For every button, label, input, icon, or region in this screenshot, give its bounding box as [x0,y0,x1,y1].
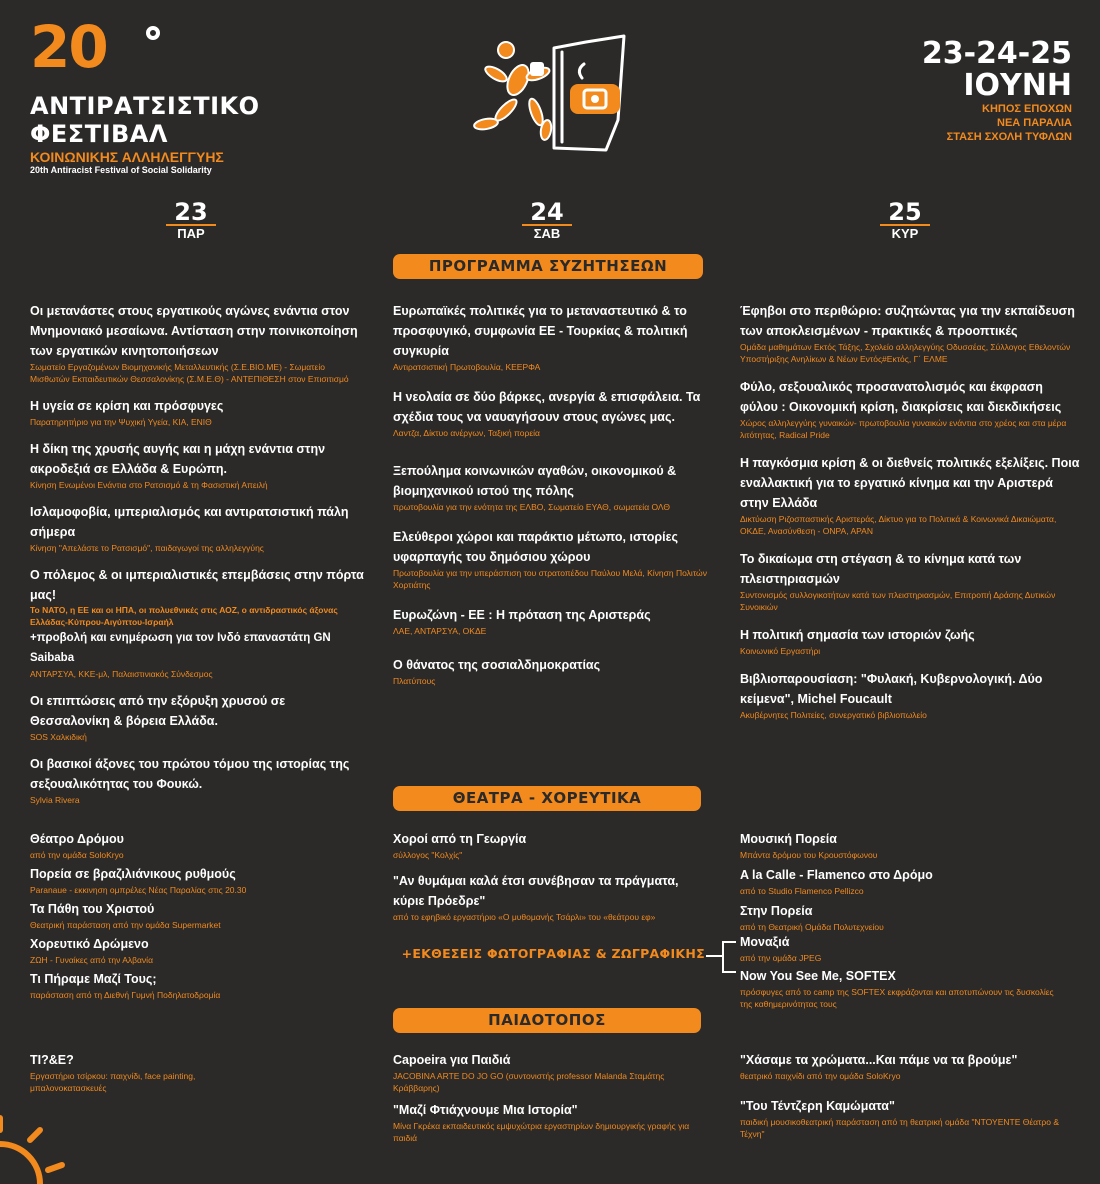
item-title: Η πολιτική σημασία των ιστοριών ζωής [740,628,975,642]
item-title: Η δίκη της χρυσής αυγής και η μάχη ενάντια στην ακροδεξιά σε Ελλάδα & Ευρώπη. [30,442,326,476]
item-org: πρωτοβουλία για την ενότητα της ΕΛΒΟ, Σωματείο ΕΥΑΘ, σωματεία ΟΛΘ [393,502,671,512]
list-item [393,871,713,923]
sun-icon [0,1110,80,1184]
item-org: Κίνηση Ενωμένοι Ενάντια στο Ρατσισμό & τη Φασιστική Απειλή [30,480,268,490]
exhibitions-label: +ΕΚΘΕΣΕΙΣ ΦΩΤΟΓΡΑΦΙΑΣ & ΖΩΓΡΑΦΙΚΗΣ [401,946,705,961]
theatre-sat-column [393,829,713,923]
item-org: παράσταση από τη Διεθνή Γυμνή Ποδηλατοδρομία [30,990,221,1000]
day-number: 24 [530,198,564,226]
list-item [393,527,713,591]
list-item [30,301,365,385]
list-item [30,565,365,680]
item-title: Η υγεία σε κρίση και πρόσφυγες [30,399,224,413]
subtitle: ΚΟΙΝΩΝΙΚΗΣ ΑΛΛΗΛΕΓΓΥΗΣ [30,149,224,165]
item-org: Κίνηση "Απελάστε το Ρατσισμό", παιδαγωγοί της αλληλεγγύης [30,543,264,553]
list-item [393,1050,693,1094]
item-org: Sylvia Rivera [30,795,80,805]
item-title: Μοναξιά [740,935,790,949]
item-title: "Αν θυμάμαι καλά έτσι συνέβησαν τα πράγματα, κύριε Πρόεδρε" [393,874,679,908]
bracket-line-bottom [722,971,736,973]
bracket-line-vertical [722,941,724,973]
item-title: Τα Πάθη του Χριστού [30,902,155,916]
kids-fri-column [30,1050,230,1094]
item-org: Λαντζα, Δίκτυο ανέργων, Ταξική πορεία [393,428,540,438]
item-org: Εργαστήριο τσίρκου: παιχνίδι, face painting, μπαλονοκατασκευές [30,1071,196,1093]
item-title: Στην Πορεία [740,904,813,918]
item-org: ΑΝΤΑΡΣΥΑ, ΚΚΕ-μλ, Παλαιστινιακός Σύνδεσμος [30,669,213,679]
day-header-fri [166,200,216,241]
day-name: ΠΑΡ [166,224,216,241]
item-title: Θέατρο Δρόμου [30,832,124,846]
item-title: Χορευτικό Δρώμενο [30,937,149,951]
subtitle-en: 20th Antiracist Festival of Social Solidarity [30,165,212,175]
item-org: σύλλογος "Κολχίς" [393,850,463,860]
list-item [30,864,350,896]
kids-sun-column [740,1050,1060,1140]
item-org: από την ομάδα SoloKryo [30,850,124,860]
item-title: Χοροί από τη Γεωργία [393,832,527,846]
item-title: Ο πόλεμος & οι ιμπεριαλιστικές επεμβάσεις στην πόρτα μας! [30,568,364,602]
list-item [393,461,713,513]
item-title: Οι επιπτώσεις από την εξόρυξη χρυσού σε Θεσσαλονίκη & βόρεια Ελλάδα. [30,694,286,728]
item-org: Παρατηρητήριο για την Ψυχική Υγεία, ΚΙΑ, ΕΝΙΘ [30,417,212,427]
list-item [393,605,713,637]
venue-line-1: ΚΗΠΟΣ ΕΠΟΧΩΝ [982,103,1072,115]
day-name: ΚΥΡ [880,224,930,241]
list-item [740,966,1060,1010]
item-org: Θεατρική παράσταση από την ομάδα Supermarket [30,920,221,930]
item-title: Το δικαίωμα στη στέγαση & το κίνημα κατά των πλειστηριασμών [740,552,1022,586]
bracket-line-horizontal [706,955,722,957]
item-title: Πορεία σε βραζιλιάνικους ρυθμούς [30,867,236,881]
item-title: Ξεπούλημα κοινωνικών αγαθών, οικονομικού & βιομηχανικού ιστού της πόλης [393,464,677,498]
list-item [393,1100,693,1144]
theatre-fri-column [30,829,350,1001]
item-org: Χώρος αλληλεγγύης γυναικών- πρωτοβουλία γυναικών ενάντια στο χρέος και στα μέρα λιτότητας, Radical Pride [740,418,1067,440]
list-item [740,669,1080,721]
list-item [740,453,1080,537]
degree-mark [146,26,160,40]
item-title: "Του Τέντζερη Καμώματα" [740,1099,895,1113]
bracket-line-top [722,941,736,943]
list-item [30,1050,230,1094]
item-org: πρόσφυγες από το camp της SOFTEX εκφράζονται και αποτυπώνουν τις δυσκολίες της καθημερινότητας τους [740,987,1054,1009]
item-title: Ευρωπαϊκές πολιτικές για το μεταναστευτικό & το προσφυγικό, συμφωνία ΕΕ - Τουρκίας & πολιτική συγκυρία [393,304,688,358]
exhibits-column [740,932,1060,1010]
list-item [30,754,365,806]
item-title: A la Calle - Flamenco στο Δρόμο [740,868,933,882]
day-header-sun [880,200,930,241]
venue-line-3: ΣΤΑΣΗ ΣΧΟΛΗ ΤΥΦΛΩΝ [946,131,1072,143]
item-title: Ισλαμοφοβία, ιμπεριαλισμός και αντιρατσιστική πάλη σήμερα [30,505,349,539]
item-org: Μίνα Γκρέκα εκπαιδευτικός εμψυχώτρια εργαστηρίων δημιουργικής γραφής για παιδιά [393,1121,690,1143]
item-title-extra: +προβολή και ενημέρωση για τον Ινδό επαναστάτη GN Saibaba [30,632,331,664]
list-item [740,932,1060,964]
list-item [740,1050,1060,1082]
item-title: Ο θάνατος της σοσιαλδημοκρατίας [393,658,601,672]
discussions-fri-column [30,301,365,806]
item-org: ΛΑΕ, ΑΝΤΑΡΣΥΑ, ΟΚΔΕ [393,626,487,636]
list-item [30,502,365,554]
item-org: Μπάντα δρόμου του Κρουστόφωνου [740,850,878,860]
discussions-sat-column [393,301,713,687]
list-item [30,969,350,1001]
list-item [30,396,365,428]
festival-logo [30,14,330,179]
item-title: Φύλο, σεξουαλικός προσανατολισμός και έκφραση φύλου : Οικονομική κρίση, διακρίσεις και διεκδικήσεις [740,380,1062,414]
item-org: Πρωτοβουλία για την υπεράσπιση του στρατοπέδου Παύλου Μελά, Κίνηση Πολιτών Χορτιάτης [393,568,707,590]
day-number: 23 [174,198,208,226]
item-org: SOS Χαλκιδική [30,732,87,742]
item-title: Η νεολαία σε δύο βάρκες, ανεργία & επισφάλεια. Τα σχέδια τους να ναυαγήσουν στους αγώνες μας. [393,390,701,424]
item-title: Η παγκόσμια κρίση & οι διεθνείς πολιτικές εξελίξεις. Ποια εναλλακτική για το εργατικό κίνημα και την Αριστερά στην Ελλάδα [740,456,1080,510]
item-org: Συντονισμός συλλογικοτήτων κατά των πλειστηριασμών, Επιτροπή Δράσης Δυτικών Συνοικιών [740,590,1056,612]
list-item [740,901,1080,933]
discussions-sun-column [740,301,1080,721]
list-item [393,829,713,861]
section-banner-discussions: ΠΡΟΓΡΑΜΜΑ ΣΥΖΗΤΗΣΕΩΝ [393,254,703,279]
item-org: θεατρικό παιχνίδι από την ομάδα SoloKryo [740,1071,901,1081]
festival-month: ΙΟΥΝΗ [963,68,1072,103]
item-title: Έφηβοι στο περιθώριο: συζητώντας για την εκπαίδευση των αποκλεισμένων - πρακτικές & προοπτικές [740,304,1075,338]
day-number: 25 [888,198,922,226]
list-item [740,549,1080,613]
item-org: Paranaue - εκκινηση ομπρέλες Νέας Παραλίας στις 20.30 [30,885,247,895]
item-note: Το ΝΑΤΟ, η ΕΕ και οι ΗΠΑ, οι πολυεθνικές στις ΑΟΖ, ο αντιδραστικός άξονας Ελλάδας-Κύπρου-Αιγύπτου-Ισραήλ [30,605,338,627]
list-item [740,301,1080,365]
item-title: "Χάσαμε τα χρώματα...Και πάμε να τα βρούμε" [740,1053,1018,1067]
item-org: από την ομάδα JPEG [740,953,822,963]
edition-number: 20 [30,13,107,81]
item-org: παιδική μουσικοθεατρική παράσταση από τη θεατρική ομάδα "ΝΤΟΥΕΝΤΕ Θέατρο & Τέχνη" [740,1117,1059,1139]
festival-dates: 23-24-25 [921,36,1072,71]
item-org: JACOBINA ARTE DO JO GO (συντονιστής professor Malanda Σταμάτης Κράββαρης) [393,1071,665,1093]
list-item [740,865,1080,897]
item-title: Μουσική Πορεία [740,832,837,846]
theatre-sun-column [740,829,1080,933]
item-org: από το εφηβικό εργαστήριο «Ο μυθομανής Τσάρλι» του «θεάτρου εφ» [393,912,656,922]
runner-door-illustration [466,30,636,160]
title-line-2: ΦΕΣΤΙΒΑΛ [30,120,168,148]
list-item [30,439,365,491]
date-venue-block [812,38,1072,144]
list-item [393,301,713,373]
item-org: ΖΩΗ - Γυναίκες από την Αλβανία [30,955,153,965]
item-org: Κοινωνικό Εργαστήρι [740,646,821,656]
section-banner-kids: ΠΑΙΔΟΤΟΠΟΣ [393,1008,701,1033]
item-org: από τη Θεατρική Ομάδα Πολυτεχνείου [740,922,884,932]
item-title: Βιβλιοπαρουσίαση: "Φυλακή, Κυβερνολογική. Δύο κείμενα", Michel Foucault [740,672,1043,706]
day-name: ΣΑΒ [522,224,572,241]
item-title: Οι βασικοί άξονες του πρώτου τόμου της ιστορίας της σεξουαλικότητας του Φουκώ. [30,757,350,791]
item-org: Ακυβέρνητες Πολιτείες, συνεργατικό βιβλιοπωλείο [740,710,927,720]
list-item [740,1096,1060,1140]
item-title: Ευρωζώνη - ΕΕ : Η πρόταση της Αριστεράς [393,608,651,622]
day-header-sat [522,200,572,241]
list-item [30,899,350,931]
list-item [30,934,350,966]
list-item [740,625,1080,657]
item-title: ΤΙ?&Ε? [30,1053,74,1067]
section-banner-theatre: ΘΕΑΤΡΑ - ΧΟΡΕΥΤΙΚΑ [393,786,701,811]
list-item [393,655,713,687]
item-org: Σωματείο Εργαζομένων Βιομηχανικής Μεταλλευτικής (Σ.Ε.ΒΙΟ.ΜΕ) - Σωματείο Μισθωτών Εκπαιδευτικών Θεσσαλονίκης (Σ.Μ.Ε.Θ) - ΑΝΤΕΠΙΘΕΣΗ στον Επισιτισμό [30,362,349,384]
list-item [740,377,1080,441]
venue-line-2: ΝΕΑ ΠΑΡΑΛΙΑ [997,117,1072,129]
item-title: "Μαζί Φτιάχνουμε Μια Ιστορία" [393,1103,578,1117]
list-item [393,387,713,439]
item-title: Now You See Me, SOFTEX [740,969,896,983]
item-title: Capoeira για Παιδιά [393,1053,511,1067]
item-title: Οι μετανάστες στους εργατικούς αγώνες ενάντια στον Μνημονιακό μεσαίωνα. Αντίσταση στην ποινικοποίηση των εργατικών κινητοποιήσεων [30,304,358,358]
kids-sat-column [393,1050,693,1144]
item-title: Ελεύθεροι χώροι και παράκτιο μέτωπο, ιστορίες υφαρπαγής του δημόσιου χώρου [393,530,679,564]
list-item [30,829,350,861]
title-line-1: ΑΝΤΙΡΑΤΣΙΣΤΙΚΟ [30,92,260,120]
item-org: από το Studio Flamenco Pellizco [740,886,864,896]
list-item [740,829,1080,861]
item-org: Δικτύωση Ριζοσπαστικής Αριστεράς, Δίκτυο για το Πολιτικά & Κοινωνικά Δικαιώματα, ΟΚΔΕ, Ανασύνθεση - ΟΝΡΑ, ΑΡΑΝ [740,514,1057,536]
item-title: Τι Πήραμε Μαζί Τους; [30,972,157,986]
item-org: Πλατύπους [393,676,436,686]
item-org: Αντιρατσιστική Πρωτοβουλία, ΚΕΕΡΦΑ [393,362,541,372]
item-org: Ομάδα μαθημάτων Εκτός Τάξης, Σχολείο αλληλεγγύης Οδυσσέας, Σύλλογος Εθελοντών Υποστήριξης Ανηλίκων & Νέων Εντός#Εκτός, Γ΄ ΕΛΜΕ [740,342,1071,364]
list-item [30,691,365,743]
